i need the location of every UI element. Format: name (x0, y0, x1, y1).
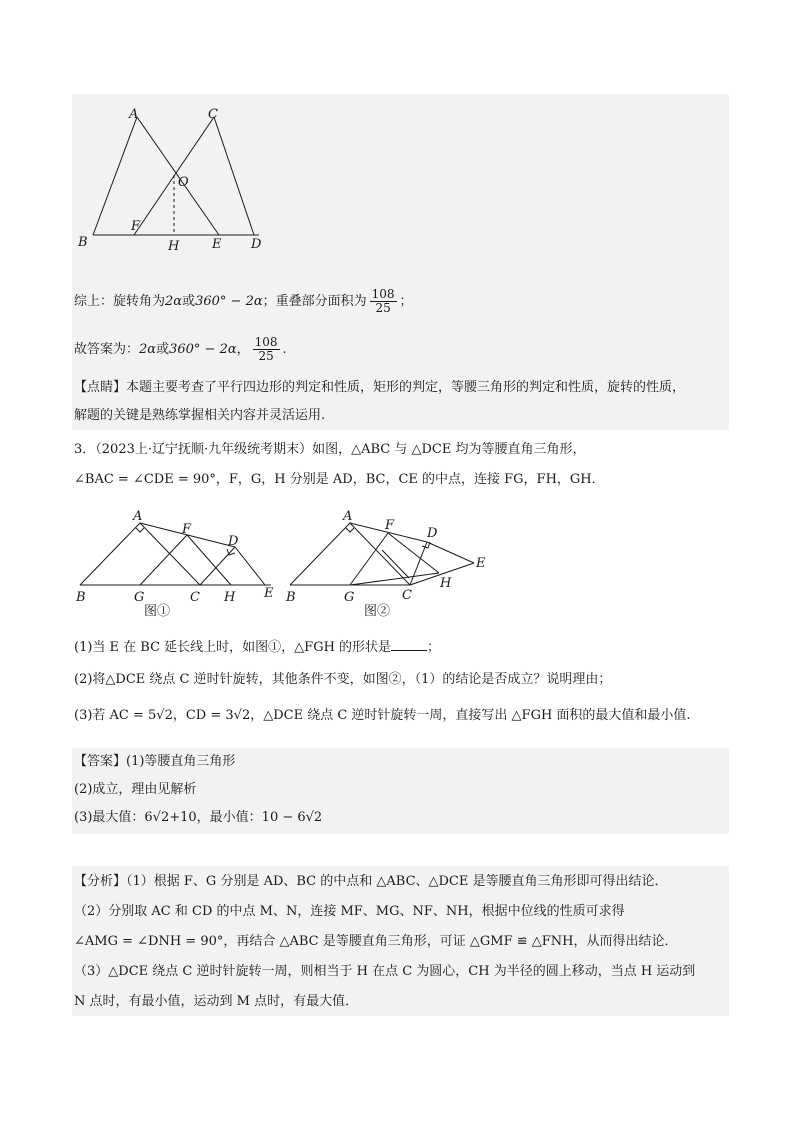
fig2-label-B: B (286, 590, 296, 605)
fig1-label-A: A (133, 509, 143, 524)
label-E-top: E (212, 237, 222, 252)
analysis-line-4: （3）△DCE 绕点 C 逆时针旋转一周，则相当于 H 在点 C 为圆心，CH 为半径的圆上移动，当点 H 运动到 (74, 964, 696, 979)
figure-2 (284, 505, 499, 623)
fig1-label-B: B (76, 590, 86, 605)
label-B-top: B (78, 235, 88, 250)
label-H-top: H (168, 239, 180, 254)
fig2-label-A: A (343, 509, 353, 524)
question-3: (3)若 AC = 5√2，CD = 3√2，△DCE 绕点 C 逆时针旋转一周，直接写出 △FGH 面积的最大值和最小值. (74, 708, 691, 723)
area-fraction: $\frac{108}{25}$ (371, 287, 395, 315)
fig2-label-D: D (427, 526, 438, 541)
fig2-caption: 图② (364, 604, 391, 619)
fig1-label-E: E (264, 586, 274, 601)
fig1-label-C: C (190, 590, 200, 605)
answer-fraction: $\frac{108}{25}$ (254, 335, 278, 363)
label-F-top: F (131, 219, 141, 234)
fig1-label-G: G (134, 590, 145, 605)
label-D-top: D (251, 237, 262, 252)
fig2-label-G: G (344, 590, 355, 605)
problem3-line-2: ∠BAC = ∠CDE = 90°，F，G，H 分别是 AD，BC，CE 的中点，连接 FG，FH，GH． (74, 472, 605, 487)
comment-line-2: 解题的关键是熟练掌握相关内容并灵活运用. (74, 408, 326, 423)
rotation-figure-top (74, 100, 294, 260)
fig1-label-F: F (182, 522, 192, 537)
comment-line-1: 【点睛】本题主要考查了平行四边形的判定和性质，矩形的判定，等腰三角形的判定和性质，旋转的性质， (74, 380, 686, 395)
answer-3: (3)最大值：6√2+10，最小值：10 − 6√2 (74, 810, 323, 825)
fig2-label-E: E (476, 556, 486, 571)
analysis-line-3: ∠AMG = ∠DNH = 90°，再结合 △ABC 是等腰直角三角形，可证 △GMF ≌ △FNH，从而得出结论． (74, 934, 678, 949)
summary-line: 综上：旋转角为2α或360° − 2α；重叠部分面积为 $\frac{108}{25}$ ； (74, 287, 413, 315)
question-2: (2)将△DCE 绕点 C 逆时针旋转，其他条件不变，如图②，（1）的结论是否成立？说明理由； (74, 672, 612, 687)
question-1: (1)当 E 在 BC 延长线上时，如图①，△FGH 的形状是 ； (74, 640, 441, 655)
label-A-top: A (129, 107, 139, 122)
answer-1: 【答案】(1)等腰直角三角形 (74, 754, 236, 769)
label-O-top: O (178, 175, 189, 190)
fig2-label-F: F (385, 518, 395, 533)
fig1-label-D: D (228, 534, 239, 549)
analysis-line-5: N 点时，有最小值，运动到 M 点时，有最大值． (74, 994, 359, 1009)
answer-2: (2)成立，理由见解析 (74, 782, 197, 797)
analysis-line-1: 【分析】（1）根据 F、G 分别是 AD、BC 的中点和 △ABC、△DCE 是等腰直角三角形即可得出结论． (74, 874, 668, 889)
problem3-line-1: 3．（2023上·辽宁抚顺·九年级统考期末）如图，△ABC 与 △DCE 均为等腰直角三角形， (74, 442, 586, 457)
fig1-caption: 图① (144, 604, 171, 619)
fig2-label-H: H (440, 576, 452, 591)
answer-summary-line: 故答案为：2α或360° − 2α， $\frac{108}{25}$ . (74, 335, 287, 363)
fig2-label-C: C (402, 588, 412, 603)
answer-blank (391, 638, 427, 651)
label-C-top: C (208, 107, 218, 122)
figure-1 (74, 505, 284, 623)
fig1-label-H: H (224, 590, 236, 605)
analysis-line-2: （2）分别取 AC 和 CD 的中点 M、N，连接 MF、MG、NF、NH，根据中位线的性质可求得 (74, 904, 625, 919)
